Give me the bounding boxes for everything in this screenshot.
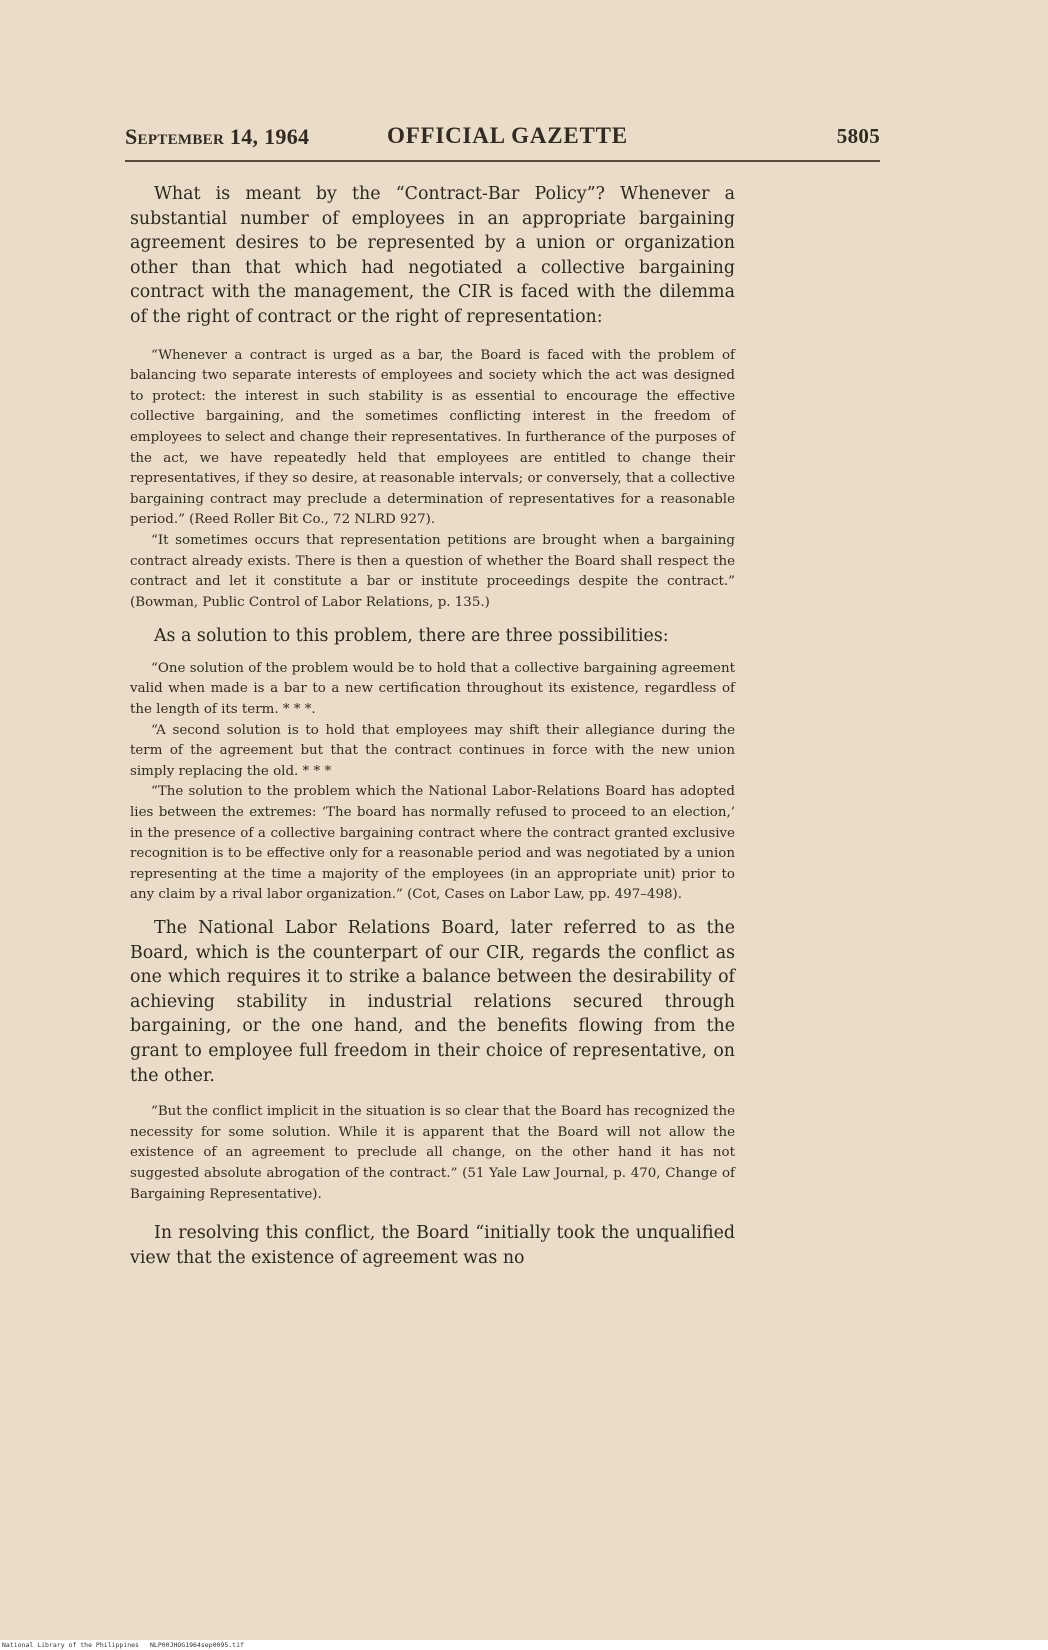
library-credit: National Library of the Philippines: [2, 1641, 139, 1649]
scan-filename: NLP00JHOG1964sep0095.tif: [150, 1641, 244, 1649]
paragraph-nlrb-balance: The National Labor Relations Board, later referred to as the Board, which is the counterpart of our CIR, regards the conflict as one which requires it to strike a balance between the desirability of achieving stability in industrial relations secured through bargaining, or the one hand, and the benefits flowing from the grant to employee full freedom in their choice of representative, on the other.: [130, 918, 735, 1086]
paragraph-resolving-conflict: In resolving this conflict, the Board “initially took the unqualified view that the existence of agreement was no: [130, 1223, 735, 1268]
quote-second-solution: “A second solution is to hold that employees may shift their allegiance during the term of the agreement but that the contract continues in force with the new union simply replacing the old. * * *: [130, 722, 735, 779]
publication-title: OFFICIAL GAZETTE: [387, 123, 628, 148]
quote-reed-roller: “Whenever a contract is urged as a bar, the Board is faced with the problem of balancing two separate interests of employees and society which the act was designed to protect: the interest in such stability is as essential to encourage the effective collective bargaining, and the sometimes conflicting interest in the freedom of employees to select and change their representatives. In furtherance of the purposes of the act, we have repeatedly held that employees are entitled to change their representatives, if they so desire, at reasonable intervals; or conversely, that a collective bargaining contract may preclude a determination of representatives for a reasonable period.” (Reed Roller Bit Co., 72 NLRD 927).: [130, 347, 735, 528]
paragraph-contract-bar-question: What is meant by the “Contract-Bar Policy”? Whenever a substantial number of employees in an appropriate bargaining agreement desires to be represented by a union or organization other than that which had negotiated a collective bargaining contract with the management, the CIR is faced with the dilemma of the right of contract or the right of representation:: [130, 184, 735, 327]
running-header: [125, 124, 880, 154]
header-rule: [125, 160, 880, 162]
article-body: [130, 182, 735, 1270]
scan-footer: [0, 1640, 1048, 1650]
quote-yale-law-journal: “But the conflict implicit in the situation is so clear that the Board has recognized the necessity for some solution. While it is apparent that the Board will not allow the existence of an agreement to preclude all change, on the other hand it has not suggested absolute abrogation of the contract.” (51 Yale Law Journal, p. 470, Change of Bargaining Representative).: [130, 1104, 735, 1202]
page-number: 5805: [836, 124, 880, 148]
paragraph-three-possibilities: As a solution to this problem, there are three possibilities:: [154, 626, 669, 647]
header-date: September 14, 1964: [125, 124, 310, 149]
quote-nlrb-solution: “The solution to the problem which the National Labor-Relations Board has adopted lies between the extremes: ‘The board has normally refused to proceed to an election,’ in the presence of a collective bargaining contract where the contract granted exclusive recognition is to be effective only for a reasonable period and was negotiated by a union representing at the time a majority of the employees (in an appropriate unit) prior to any claim by a rival labor organization.” (Cot, Cases on Labor Law, pp. 497–498).: [130, 784, 735, 903]
quote-first-solution: “One solution of the problem would be to hold that a collective bargaining agreement valid when made is a bar to a new certification throughout its existence, regardless of the length of its term. * * *.: [130, 660, 735, 718]
quote-bowman: “It sometimes occurs that representation petitions are brought when a bargaining contract already exists. There is then a question of whether the Board shall respect the contract and let it constitute a bar or institute proceedings despite the contract.” (Bowman, Public Control of Labor Relations, p. 135.): [130, 532, 735, 610]
